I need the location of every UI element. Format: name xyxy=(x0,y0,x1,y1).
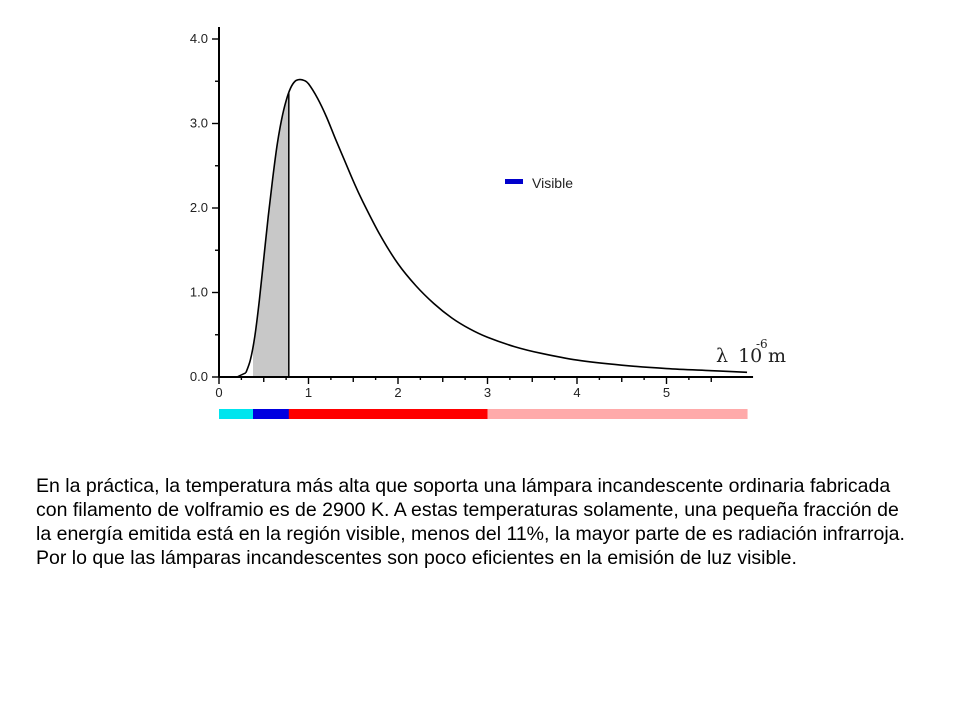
x-tick-label: 1 xyxy=(304,385,313,400)
x-tick-label: 2 xyxy=(394,385,402,400)
y-ticks-group xyxy=(190,31,219,384)
x-axis-symbol: λ xyxy=(716,345,729,367)
y-tick-label: 2.0 xyxy=(189,200,208,215)
legend-swatch-visible xyxy=(505,179,523,184)
spectrum-segment xyxy=(219,409,254,419)
spectrum-segment xyxy=(488,409,748,419)
legend xyxy=(505,175,573,191)
x-axis-exponent: -6 xyxy=(756,337,768,351)
x-axis-unit: m xyxy=(768,345,787,367)
y-tick-label: 4.0 xyxy=(189,31,208,46)
legend-label-visible: Visible xyxy=(532,175,573,191)
visible-shaded-area xyxy=(253,93,289,377)
x-tick-label: 5 xyxy=(662,385,671,400)
x-axis-base: 10 xyxy=(738,345,763,367)
spectrum-segment xyxy=(289,409,488,419)
visible-shaded-region-group xyxy=(253,93,289,377)
x-tick-label: 3 xyxy=(483,385,492,400)
x-ticks-group xyxy=(215,377,711,400)
spectrum-segment xyxy=(253,409,289,419)
x-tick-label: 0 xyxy=(215,385,223,400)
curve-group xyxy=(237,80,747,377)
x-axis-title xyxy=(716,337,786,367)
y-tick-label: 0.0 xyxy=(189,369,208,384)
caption-paragraph: En la práctica, la temperatura más alta que soporta una lámpara incandescente ordinaria fabricada con filamento de volframio es de 2900 K. A estas temperaturas solamente, una pequeña fracción de la energía emitida está en la región visible, menos del 11%, la mayor parte de es radiación infrarroja. Por lo que las lámparas incandescentes son poco eficientes en la emisión de luz visible. xyxy=(36,475,905,569)
x-tick-label: 4 xyxy=(573,385,581,400)
y-tick-label: 1.0 xyxy=(189,284,208,300)
y-tick-label: 3.0 xyxy=(189,115,208,131)
spectral-curve-line xyxy=(246,80,747,373)
spectrum-bar xyxy=(219,409,748,419)
